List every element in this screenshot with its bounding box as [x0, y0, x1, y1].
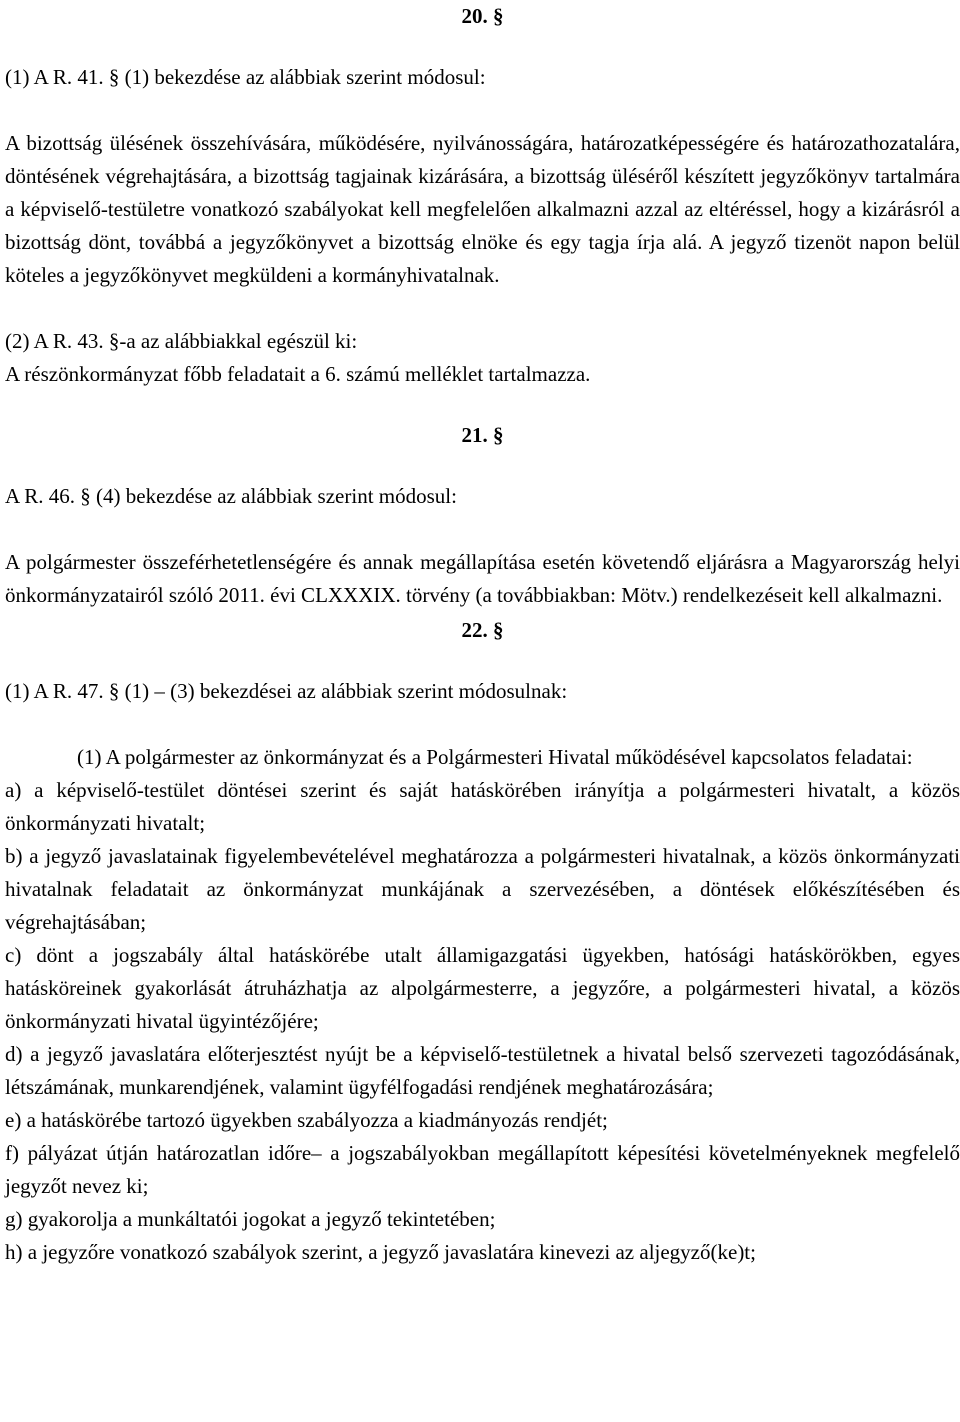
- section-22-lead: (1) A polgármester az önkormányzat és a Polgármesteri Hivatal működésével kapcsolatos feladatai:: [77, 745, 913, 769]
- duties-list: [5, 774, 960, 1269]
- section-22-intro: (1) A R. 47. § (1) – (3) bekezdései az alábbiak szerint módosulnak:: [5, 679, 568, 703]
- section-20-para2-line2: A részönkormányzat főbb feladatait a 6. számú melléklet tartalmazza.: [5, 362, 591, 386]
- section-heading-22: 22. §: [461, 618, 504, 642]
- section-heading-20: 20. §: [461, 4, 504, 28]
- section-21-body: A polgármester összeférhetetlenségére és annak megállapítása esetén követendő eljárásra a Magyarország helyi önkormányzatairól szóló 2011. évi CLXXXIX. törvény (a továbbiakban: Mötv.) rendelkezéseit kell alkalmazni.: [5, 550, 960, 607]
- list-item: d) a jegyző javaslatára előterjesztést nyújt be a képviselő-testületnek a hivatal belső szervezeti tagozódásának, létszámának, munkarendjének, valamint ügyfélfogadási rendjének meghatározására;: [5, 1042, 960, 1099]
- list-item: g) gyakorolja a munkáltatói jogokat a jegyző tekintetében;: [5, 1207, 496, 1231]
- section-21-intro: A R. 46. § (4) bekezdése az alábbiak szerint módosul:: [5, 484, 457, 508]
- list-item: a) a képviselő-testület döntései szerint és saját hatáskörében irányítja a polgármesteri hivatalt, a közös önkormányzati hivatalt;: [5, 778, 960, 835]
- section-20-para2-line1: (2) A R. 43. §-a az alábbiakkal egészül ki:: [5, 329, 358, 353]
- section-20-intro: (1) A R. 41. § (1) bekezdése az alábbiak szerint módosul:: [5, 65, 486, 89]
- section-heading-21: 21. §: [461, 423, 504, 447]
- section-20-body: A bizottság ülésének összehívására, működésére, nyilvánosságára, határozatképességére és határozathozatalára, döntésének végrehajtására, a bizottság tagjainak kizárására, a bizottság üléséről készített jegyzőkönyv tartalmára a képviselő-testületre vonatkozó szabályokat kell megfelelően alkalmazni azzal az eltéréssel, hogy a kizárásról a bizottság dönt, továbbá a jegyzőkönyvet a bizottság elnöke és egy tagja írja alá. A jegyző tizenöt napon belül köteles a jegyzőkönyvet megküldeni a kormányhivatalnak.: [5, 131, 960, 287]
- list-item: c) dönt a jogszabály által hatáskörébe utalt államigazgatási ügyekben, hatósági hatáskörökben, egyes hatásköreinek gyakorlását átruházhatja az alpolgármesterre, a jegyzőre, a polgármesteri hivatal, a közös önkormányzati hivatal ügyintézőjére;: [5, 943, 960, 1033]
- document-page: [5, 0, 960, 1269]
- list-item: e) a hatáskörébe tartozó ügyekben szabályozza a kiadmányozás rendjét;: [5, 1108, 608, 1132]
- list-item: h) a jegyzőre vonatkozó szabályok szerint, a jegyző javaslatára kinevezi az aljegyző(ke)t;: [5, 1240, 756, 1264]
- list-item: f) pályázat útján határozatlan időre– a jogszabályokban megállapított képesítési követelményeknek megfelelő jegyzőt nevez ki;: [5, 1141, 960, 1198]
- list-item: b) a jegyző javaslatainak figyelembevételével meghatározza a polgármesteri hivatalnak, a közös önkormányzati hivatalnak feladatait az önkormányzat munkájának a szervezésében, a döntések előkészítésében és végrehajtásában;: [5, 844, 960, 934]
